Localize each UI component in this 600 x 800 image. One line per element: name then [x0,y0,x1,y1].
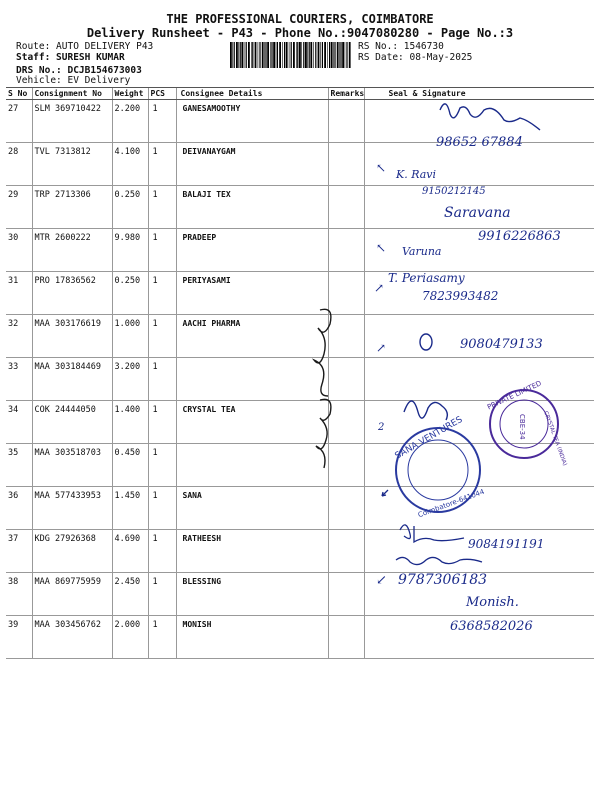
cell-weight: 9.980 [112,229,148,272]
table-row [6,358,594,401]
runsheet-table [6,87,594,633]
cell-consignee: BLESSING [176,573,328,616]
table-row [6,272,594,315]
col-header-consignee: Consignee Details [176,88,328,100]
barcode-bar [349,42,351,68]
barcode-bar [258,42,259,68]
cell-sno: 27 [6,100,32,143]
barcode-bar [345,42,346,68]
barcode-bar [315,42,316,68]
rs-date: RS Date: 08-May-2025 [358,52,473,63]
barcode-bar [333,42,334,68]
barcode-bar [339,42,340,68]
barcode-bar [286,42,288,68]
cell-signature [364,487,594,530]
cell-pcs: 1 [148,401,176,444]
cell-pcs: 1 [148,358,176,401]
cell-consignee: SANA [176,487,328,530]
cell-signature [364,143,594,186]
cell-weight: 4.690 [112,530,148,573]
barcode-bar [346,42,347,68]
cell-signature [364,358,594,401]
barcode-bar [307,42,308,68]
arrow-mark-28: ↖ [376,161,387,175]
table-row [6,401,594,444]
arrow-mark-33: ↗ [376,341,387,355]
barcode-bar [331,42,333,68]
phone-31: 7823993482 [422,289,499,303]
staff-label: Staff: SURESH KUMAR [16,52,125,63]
barcode-bar [320,42,321,68]
cell-consignee: AACHI PHARMA [176,315,328,358]
phone-27: 98652 67884 [436,135,523,150]
barcode-bar [240,42,241,68]
document-subtitle: Delivery Runsheet - P43 - Phone No.:9047080280 - Page No.:3 [86,26,514,40]
seal-sana-city: Coimbatore-641044 [416,487,486,520]
route-label: Route: AUTO DELIVERY P43 [16,41,154,52]
cell-sno: 33 [6,358,32,401]
cell-weight: 0.250 [112,272,148,315]
seal-sana-text: SANA VENTURES [393,414,465,462]
arrow-mark-31: ↗ [374,281,385,295]
cell-consignee: GANESAMOOTHY [176,100,328,143]
col-header-signature: Seal & Signature [364,88,594,100]
name-30: Varuna [402,245,442,258]
barcode-bar [265,42,266,68]
barcode-bar [232,42,233,68]
cell-consignee: PERIYASAMI [176,272,328,315]
seal-crystal-text: PRIVATE LIMITED [486,379,543,412]
name-28: K. Ravi [396,168,437,181]
barcode-bar [241,42,243,68]
cell-signature [364,186,594,229]
barcode-bar [309,42,310,68]
cell-remarks [328,573,364,616]
cell-remarks [328,616,364,659]
cell-remarks [328,229,364,272]
cell-remarks [328,186,364,229]
signature-29: Saravana [444,205,511,221]
cell-pcs: 1 [148,272,176,315]
table-row [6,229,594,272]
cell-sno: 36 [6,487,32,530]
phone-38: 9787306183 [398,572,488,588]
table-row [6,143,594,186]
barcode-bar [284,42,285,68]
cell-signature [364,573,594,616]
cell-consignment: MTR 2600222 [32,229,112,272]
cell-consignment: TRP 2713306 [32,186,112,229]
cell-consignment: PRO 17836562 [32,272,112,315]
seal-crystal-sub: CRYSTAL TEA (INDIA) [542,410,568,467]
cell-consignee: DEIVANAYGAM [176,143,328,186]
table-row [6,616,594,659]
cell-remarks [328,143,364,186]
barcode-bar [303,42,304,68]
cell-sno: 32 [6,315,32,358]
barcode-bar [244,42,245,68]
barcode-bar [297,42,298,68]
cell-consignee: RATHEESH [176,530,328,573]
cell-consignment: MAA 303176619 [32,315,112,358]
table-header-row [6,88,594,100]
barcode-bar [301,42,302,68]
barcode-bar [262,42,264,68]
barcode-bar [236,42,238,68]
col-header-remarks: Remarks [328,88,364,100]
cell-sno: 39 [6,616,32,659]
barcode-bar [267,42,269,68]
barcode-bar [337,42,339,68]
cell-pcs: 1 [148,229,176,272]
barcode-bar [277,42,278,68]
table-row [6,444,594,487]
cell-consignment: MAA 303184469 [32,358,112,401]
barcode-bar [230,42,232,68]
barcode-bar [248,42,250,68]
cell-signature [364,444,594,487]
barcode-bar [289,42,290,68]
cell-weight: 2.000 [112,616,148,659]
cell-pcs: 1 [148,444,176,487]
phone-33: 9080479133 [460,337,543,352]
cell-pcs: 1 [148,100,176,143]
cell-weight: 0.450 [112,444,148,487]
cell-consignee: MONISH [176,616,328,659]
cell-consignment: MAA 577433953 [32,487,112,530]
cell-signature [364,272,594,315]
barcode-image [230,42,352,68]
barcode-bar [255,42,257,68]
name-31: T. Periasamy [388,271,465,285]
barcode-bar [259,42,260,68]
seal-crystal-mid: CBE-34 [518,414,526,440]
cell-sno: 30 [6,229,32,272]
cell-sno: 37 [6,530,32,573]
cell-pcs: 1 [148,573,176,616]
cell-signature [364,616,594,659]
cell-signature [364,401,594,444]
barcode-bar [264,42,265,68]
barcode-bar [270,42,271,68]
cell-weight: 2.450 [112,573,148,616]
vehicle-label: Vehicle: EV Delivery [16,75,131,86]
rs-number: RS No.: 1546730 [358,41,444,52]
barcode-bar [273,42,275,68]
arrow-mark-38: ↙ [376,573,387,588]
table-row [6,487,594,530]
barcode-bar [329,42,330,68]
cell-weight: 1.450 [112,487,148,530]
cell-weight: 2.200 [112,100,148,143]
table-row [6,100,594,143]
phone-37: 9084191191 [468,537,545,551]
barcode-bar [251,42,252,68]
cell-weight: 1.000 [112,315,148,358]
barcode-bar [246,42,247,68]
remarks-scribble [306,300,346,480]
cell-consignment: TVL 7313812 [32,143,112,186]
cell-sno: 38 [6,573,32,616]
cell-sno: 28 [6,143,32,186]
barcode-bar [313,42,314,68]
cell-pcs: 1 [148,143,176,186]
barcode-bar [322,42,323,68]
table-row [6,530,594,573]
cell-sno: 35 [6,444,32,487]
cell-consignment: SLM 369710422 [32,100,112,143]
name-39: Monish. [466,595,519,610]
cell-consignment: MAA 303456762 [32,616,112,659]
col-header-pcs: PCS [148,88,176,100]
col-header-weight: Weight [112,88,148,100]
barcode-bar [324,42,326,68]
cell-pcs: 1 [148,530,176,573]
cell-signature [364,530,594,573]
barcode-bar [252,42,253,68]
cell-sno: 34 [6,401,32,444]
barcode-bar [238,42,239,68]
barcode-bar [282,42,283,68]
phone-28: 9150212145 [422,186,486,197]
document-title: THE PROFESSIONAL COURIERS, COIMBATORE [166,12,434,26]
arrow-mark-30: ↖ [376,241,387,255]
phone-39: 6368582026 [450,619,533,634]
cell-signature [364,100,594,143]
phone-30: 9916226863 [478,229,561,244]
barcode-bar [305,42,307,68]
cell-consignee: CRYSTAL TEA [176,401,328,444]
cell-consignment: KDG 27926368 [32,530,112,573]
cell-consignee: PRADEEP [176,229,328,272]
cell-pcs: 1 [148,487,176,530]
cell-weight: 1.400 [112,401,148,444]
barcode-bar [310,42,312,68]
cell-consignee: BALAJI TEX [176,186,328,229]
barcode-bar [279,42,281,68]
barcode-bar [271,42,272,68]
cell-remarks [328,100,364,143]
cell-pcs: 1 [148,616,176,659]
cell-pcs: 1 [148,315,176,358]
cell-consignment: COK 24444050 [32,401,112,444]
cell-consignment: MAA 303518703 [32,444,112,487]
barcode-bar [234,42,235,68]
cell-sno: 29 [6,186,32,229]
table-row [6,315,594,358]
barcode-bar [342,42,344,68]
barcode-bar [291,42,292,68]
cell-weight: 4.100 [112,143,148,186]
cell-signature [364,315,594,358]
cell-consignment: MAA 869775959 [32,573,112,616]
col-header-sno: S No [6,88,32,100]
drs-label: DRS No.: DCJB154673003 [16,65,142,76]
table-row [6,573,594,616]
barcode-bar [334,42,335,68]
barcode-bar [276,42,277,68]
cell-sno: 31 [6,272,32,315]
cell-weight: 3.200 [112,358,148,401]
barcode-bar [340,42,341,68]
col-header-consignment: Consignment No [32,88,112,100]
cell-weight: 0.250 [112,186,148,229]
barcode-bar [299,42,301,68]
mark-34: 2 [378,422,385,433]
barcode-bar [318,42,320,68]
barcode-bar [296,42,297,68]
cell-signature [364,229,594,272]
barcode-bar [327,42,328,68]
cell-remarks [328,530,364,573]
cell-pcs: 1 [148,186,176,229]
table-row [6,186,594,229]
cell-remarks [328,487,364,530]
barcode-bar [293,42,295,68]
